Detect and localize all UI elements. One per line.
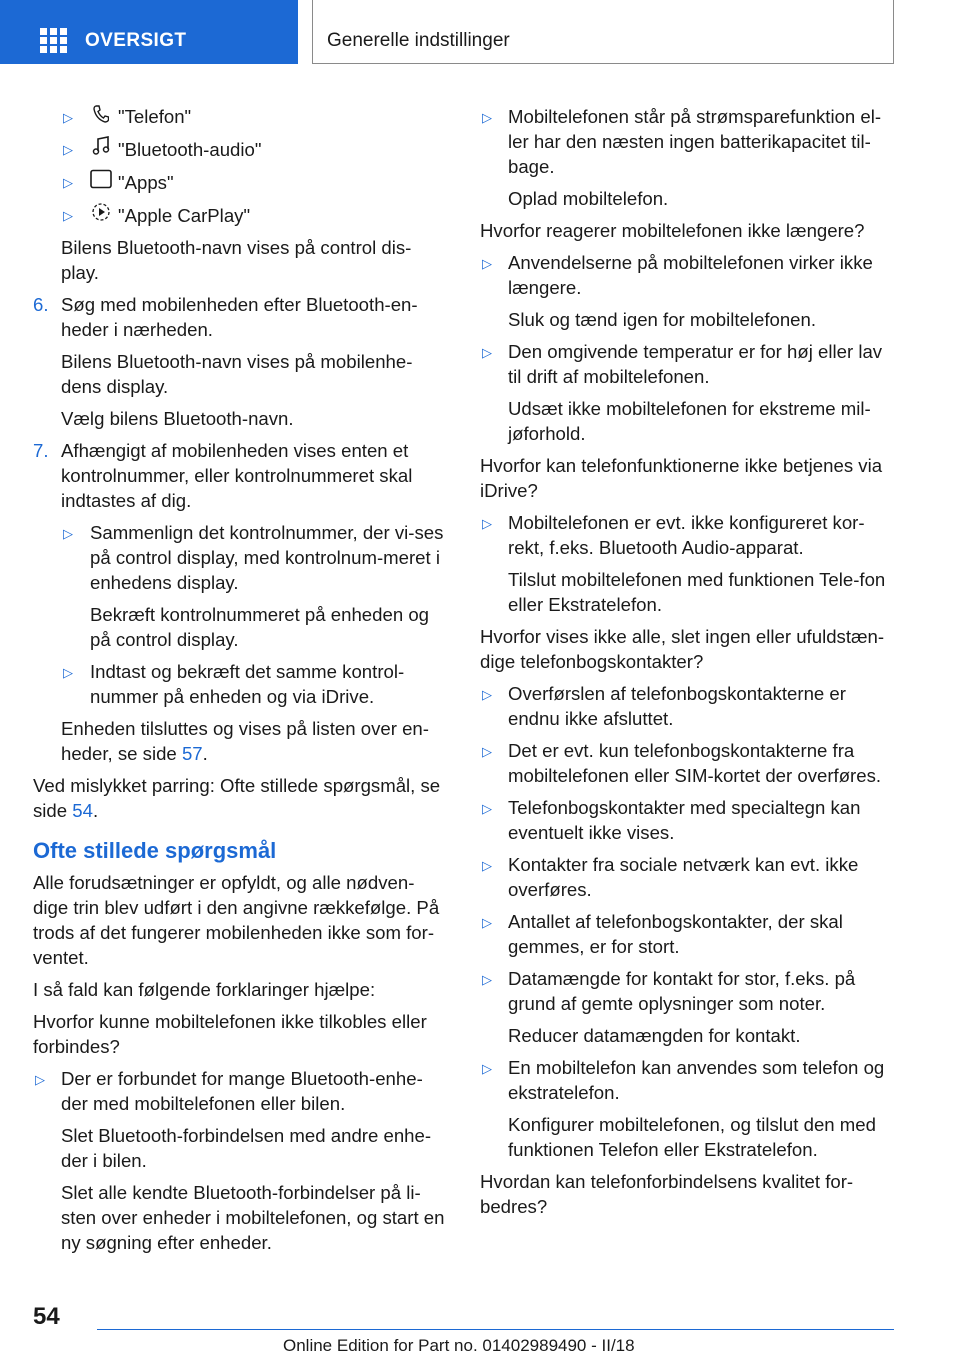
- bullet-triangle-icon: ▷: [482, 915, 492, 930]
- paragraph: Bilens Bluetooth-navn vises på mobilenhe-dens display.: [61, 351, 413, 397]
- bullet-text: Kontakter fra sociale netværk kan evt. ikke overføres.: [508, 854, 859, 900]
- bullet: [480, 510, 894, 560]
- bullet: [480, 681, 894, 731]
- page-number: 54: [33, 1303, 60, 1330]
- faq-question: Hvorfor kunne mobiltelefonen ikke tilkobles eller forbindes?: [33, 1011, 427, 1057]
- menu-item-apple-carplay: [33, 202, 448, 228]
- footer-divider: [97, 1329, 894, 1330]
- paragraph: Bilens Bluetooth-navn vises på control dis-play.: [61, 237, 412, 283]
- paragraph: Bekræft kontrolnummeret på enheden og på control display.: [90, 604, 430, 650]
- bullet: [480, 795, 894, 845]
- bullet-text: Telefonbogskontakter med specialtegn kan eventuelt ikke vises.: [508, 797, 861, 843]
- paragraph: Konfigurer mobiltelefonen, og tilslut den med funktionen Telefon eller Ekstratelefon.: [508, 1114, 876, 1160]
- bullet: [480, 250, 894, 300]
- bullet-triangle-icon: ▷: [482, 972, 492, 987]
- bullet-triangle-icon: ▷: [63, 665, 73, 680]
- bullet-triangle-icon: ▷: [63, 175, 73, 190]
- menu-item-label: "Bluetooth-audio": [118, 139, 262, 160]
- bullet-triangle-icon: ▷: [63, 110, 73, 125]
- faq-question: Hvordan kan telefonforbindelsens kvalitet for-bedres?: [480, 1171, 854, 1217]
- bullet-text: En mobiltelefon kan anvendes som telefon og ekstratelefon.: [508, 1057, 885, 1103]
- bullet-text: Antallet af telefonbogskontakter, der skal gemmes, er for stort.: [508, 911, 843, 957]
- grid-menu-icon: [40, 28, 66, 52]
- bullet-text: Den omgivende temperatur er for høj eller lav til drift af mobiltelefonen.: [508, 341, 883, 387]
- bullet-text: Indtast og bekræft det samme kontrol-nummer på enheden og via iDrive.: [90, 661, 405, 707]
- page-link[interactable]: 54: [72, 800, 93, 821]
- sub-bullet: [33, 659, 448, 709]
- bullet-triangle-icon: ▷: [63, 208, 73, 223]
- faq-heading: Ofte stillede spørgsmål: [33, 838, 277, 863]
- step-text: Søg med mobilenheden efter Bluetooth-en-heder i nærheden.: [61, 294, 418, 340]
- paragraph: Tilslut mobiltelefonen med funktionen Tele-fon eller Ekstratelefon.: [508, 569, 886, 615]
- bullet-text: Mobiltelefonen er evt. ikke konfigureret kor-rekt, f.eks. Bluetooth Audio-apparat.: [508, 512, 865, 558]
- bullet-text: Sammenlign det kontrolnummer, der vi-ses på control display, med kontrolnum-meret i enhedens display.: [90, 522, 444, 593]
- faq-question: Hvorfor kan telefonfunktionerne ikke betjenes via iDrive?: [480, 455, 883, 501]
- bullet-triangle-icon: ▷: [482, 858, 492, 873]
- paragraph: Enheden tilsluttes og vises på listen over en-heder, se side 57.: [61, 718, 429, 764]
- bullet-text: Overførslen af telefonbogskontakterne er endnu ikke afsluttet.: [508, 683, 846, 729]
- menu-item-label: "Apps": [118, 172, 174, 193]
- music-note-icon: [90, 136, 112, 162]
- bullet-text: Der er forbundet for mange Bluetooth-enhe-der med mobiltelefonen eller bilen.: [61, 1068, 423, 1114]
- carplay-icon: [90, 202, 112, 228]
- paragraph: Oplad mobiltelefon.: [508, 188, 669, 209]
- bullet: [480, 852, 894, 902]
- bullet-triangle-icon: ▷: [482, 110, 492, 125]
- faq-question: Hvorfor reagerer mobiltelefonen ikke længere?: [480, 220, 865, 241]
- bullet-triangle-icon: ▷: [482, 744, 492, 759]
- bullet-text: Mobiltelefonen står på strømsparefunktion el-ler har den næsten ingen batterikapacitet til-bage.: [508, 106, 882, 177]
- paragraph: Sluk og tænd igen for mobiltelefonen.: [508, 309, 817, 330]
- bullet-text: Anvendelserne på mobiltelefonen virker ikke længere.: [508, 252, 873, 298]
- paragraph: Slet alle kendte Bluetooth-forbindelser på li-sten over enheder i mobiltelefonen, og start en ny søgning efter enheder.: [61, 1182, 445, 1253]
- menu-item-bluetooth-audio: [33, 136, 448, 162]
- overview-tab[interactable]: [0, 0, 298, 64]
- menu-item-telefon: [33, 104, 448, 129]
- faq-question: Hvorfor vises ikke alle, slet ingen eller ufuldstæn-dige telefonbogskontakter?: [480, 626, 885, 672]
- overview-tab-label: OVERSIGT: [85, 30, 187, 51]
- step-text: Afhængigt af mobilenheden vises enten et kontrolnummer, eller kontrolnummeret skal indtastes af dig.: [61, 440, 413, 511]
- bullet-triangle-icon: ▷: [35, 1072, 45, 1087]
- menu-item-label: "Apple CarPlay": [118, 205, 251, 226]
- bullet-triangle-icon: ▷: [482, 687, 492, 702]
- paragraph: Vælg bilens Bluetooth-navn.: [61, 408, 294, 429]
- bullet: [480, 104, 894, 179]
- step-number: 7.: [33, 440, 49, 461]
- menu-item-apps: [33, 169, 448, 195]
- edition-note: Online Edition for Part no. 01402989490 - II/18: [283, 1336, 635, 1355]
- bullet-text: Det er evt. kun telefonbogskontakterne fra mobiltelefonen eller SIM-kortet der overføres.: [508, 740, 882, 786]
- section-title: Generelle indstillinger: [327, 30, 510, 51]
- step-6: [33, 292, 448, 342]
- paragraph: Reducer datamængden for kontakt.: [508, 1025, 801, 1046]
- paragraph: I så fald kan følgende forklaringer hjælpe:: [33, 979, 376, 1000]
- bullet-triangle-icon: ▷: [482, 345, 492, 360]
- paragraph-text: Ved mislykket parring: Ofte stillede spørgsmål, se side: [33, 775, 441, 821]
- bullet-triangle-icon: ▷: [63, 526, 73, 541]
- menu-item-label: "Telefon": [118, 106, 192, 127]
- paragraph-text: Enheden tilsluttes og vises på listen over en-heder, se side: [61, 718, 429, 764]
- bullet-triangle-icon: ▷: [482, 801, 492, 816]
- bullet: [480, 909, 894, 959]
- bullet-triangle-icon: ▷: [482, 1061, 492, 1076]
- sub-bullet: [33, 520, 448, 595]
- phone-icon: [90, 104, 112, 129]
- apps-square-icon: [90, 169, 112, 195]
- bullet: [480, 339, 894, 389]
- step-7: [33, 438, 448, 513]
- bullet-triangle-icon: ▷: [482, 256, 492, 271]
- bullet: [33, 1066, 448, 1116]
- bullet: [480, 1055, 894, 1105]
- section-header: [312, 0, 894, 64]
- paragraph: Alle forudsætninger er opfyldt, og alle nødven-dige trin blev udført i den angivne rækkefølge. På trods af det fungerer mobilenheden ikke som for-ventet.: [33, 872, 440, 968]
- right-column: [480, 104, 894, 1226]
- page-link[interactable]: 57: [181, 743, 203, 764]
- paragraph: Ved mislykket parring: Ofte stillede spørgsmål, se side 54.: [33, 775, 441, 821]
- bullet-text: Datamængde for kontakt for stor, f.eks. på grund af gemte oplysninger som noter.: [508, 968, 856, 1014]
- paragraph: Udsæt ikke mobiltelefonen for ekstreme mil-jøforhold.: [508, 398, 871, 444]
- step-number: 6.: [33, 294, 49, 315]
- paragraph: Slet Bluetooth-forbindelsen med andre enhe-der i bilen.: [61, 1125, 432, 1171]
- bullet-triangle-icon: ▷: [482, 516, 492, 531]
- bullet-triangle-icon: ▷: [63, 142, 73, 157]
- bullet: [480, 738, 894, 788]
- bullet: [480, 966, 894, 1016]
- left-column: [33, 104, 448, 1262]
